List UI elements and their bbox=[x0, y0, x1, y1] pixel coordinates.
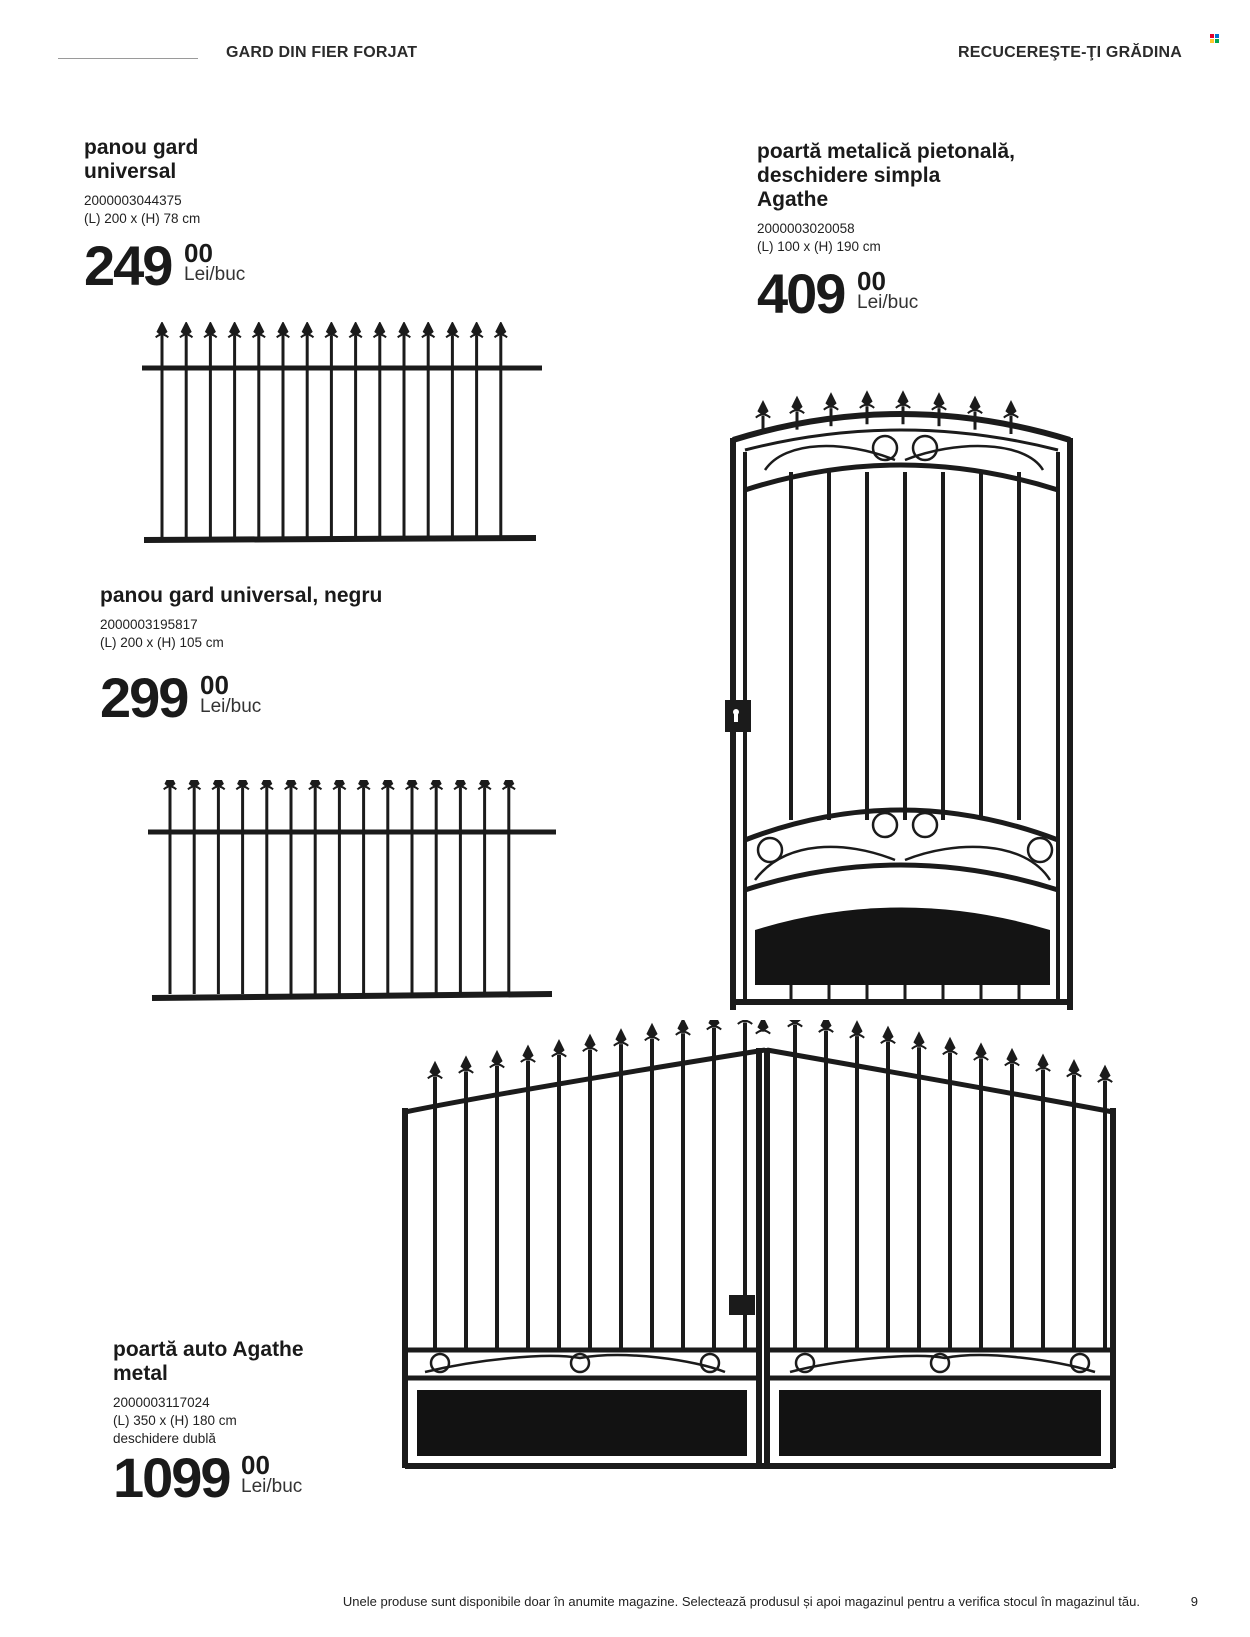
price-tag bbox=[113, 1448, 413, 1508]
product-code: 2000003117024 bbox=[113, 1395, 210, 1410]
product-poarta-auto[interactable] bbox=[113, 1338, 413, 1508]
price-cents: 00 bbox=[200, 670, 229, 700]
product-code: 2000003044375 bbox=[84, 193, 182, 208]
price-tag bbox=[757, 264, 1137, 324]
price-integer: 409 bbox=[757, 262, 845, 325]
price-cents: 00 bbox=[241, 1450, 270, 1480]
product-dimensions: (L) 100 x (H) 190 cm bbox=[757, 239, 881, 254]
fence-panel-image bbox=[126, 322, 546, 552]
pedestrian-gate-image bbox=[725, 370, 1085, 1020]
brand-logo-icon bbox=[1210, 34, 1220, 44]
product-panou-gard-negru[interactable] bbox=[100, 584, 460, 728]
product-panou-gard-universal[interactable] bbox=[84, 136, 384, 296]
product-title: poartă auto Agathe metal bbox=[113, 1338, 304, 1385]
car-gate-image bbox=[395, 1020, 1125, 1480]
product-opening: deschidere dublă bbox=[113, 1431, 216, 1446]
price-unit: Lei/buc bbox=[184, 264, 246, 285]
price-unit: Lei/buc bbox=[200, 696, 262, 717]
product-dimensions: (L) 200 x (H) 105 cm bbox=[100, 635, 224, 650]
price-cents: 00 bbox=[184, 238, 213, 268]
price-integer: 249 bbox=[84, 234, 172, 297]
product-title: panou gard universal, negru bbox=[100, 584, 383, 607]
price-tag bbox=[100, 668, 460, 728]
price-unit: Lei/buc bbox=[241, 1476, 303, 1497]
price-cents: 00 bbox=[857, 266, 886, 296]
section-title: GARD DIN FIER FORJAT bbox=[226, 44, 418, 61]
header-rule bbox=[58, 58, 198, 59]
price-unit: Lei/buc bbox=[857, 292, 919, 313]
page-number: 9 bbox=[1190, 1594, 1198, 1609]
availability-note: Unele produse sunt disponibile doar în anumite magazine. Selectează produsul și apoi magazinul pentru a verifica stocul în magazinul tău. bbox=[342, 1594, 1140, 1609]
product-title: panou gard universal bbox=[84, 136, 199, 183]
product-dimensions: (L) 200 x (H) 78 cm bbox=[84, 211, 201, 226]
product-dimensions: (L) 350 x (H) 180 cm bbox=[113, 1413, 237, 1428]
product-code: 2000003195817 bbox=[100, 617, 198, 632]
fence-panel-negru-image bbox=[136, 780, 556, 1010]
price-integer: 299 bbox=[100, 666, 188, 729]
product-code: 2000003020058 bbox=[757, 221, 855, 236]
price-integer: 1099 bbox=[113, 1446, 230, 1509]
price-tag bbox=[84, 236, 384, 296]
campaign-title: RECUCEREŞTE-ŢI GRĂDINA bbox=[958, 44, 1182, 61]
product-poarta-pietonala[interactable] bbox=[757, 140, 1137, 324]
product-title: poartă metalică pietonală, deschidere simpla Agathe bbox=[757, 140, 1015, 211]
